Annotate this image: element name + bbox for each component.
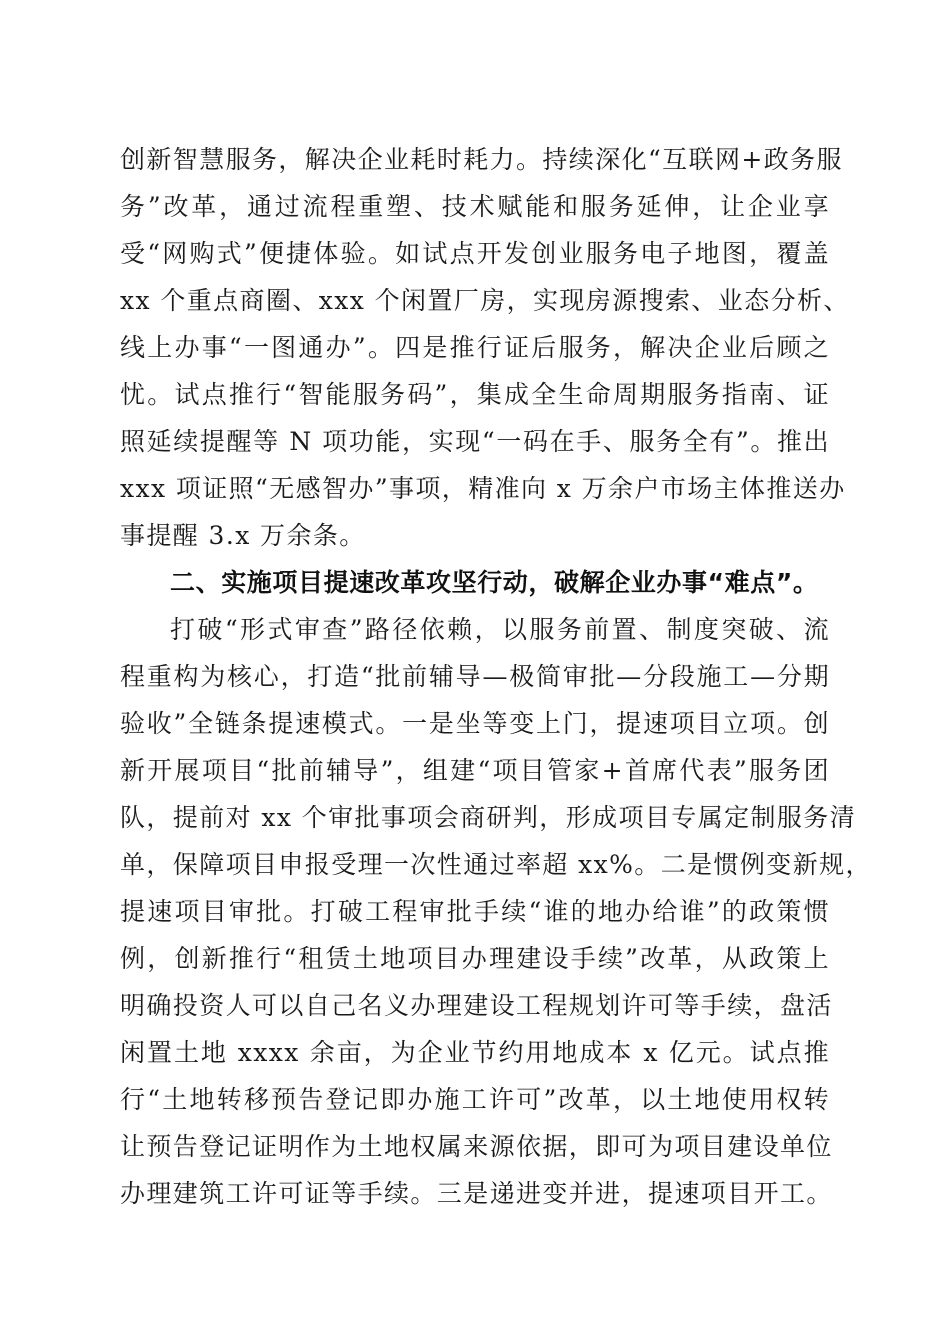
text-line: 让预告登记证明作为土地权属来源依据，即可为项目建设单位 [120,1132,833,1161]
text-line: 队，提前对 xx 个审批事项会商研判，形成项目专属定制服务清 [120,803,857,832]
text-line: 务”改革，通过流程重塑、技术赋能和服务延伸，让企业享 [120,192,830,221]
text-line: 忧。试点推行“智能服务码”，集成全生命周期服务指南、证 [120,380,830,409]
text-line: 明确投资人可以自己名义办理建设工程规划许可等手续，盘活 [120,991,833,1020]
text-line: 验收”全链条提速模式。一是坐等变上门，提速项目立项。创 [120,709,830,738]
text-line: 程重构为核心，打造“批前辅导—极简审批—分段施工—分期 [120,662,830,691]
text-line: 打破“形式审查”路径依赖，以服务前置、制度突破、流 [170,615,830,644]
text-line: 单，保障项目申报受理一次性通过率超 xx%。二是惯例变新规， [120,850,872,879]
text-line: xx 个重点商圈、xxx 个闲置厂房，实现房源搜索、业态分析、 [120,286,850,315]
text-line: 新开展项目“批前辅导”，组建“项目管家+首席代表”服务团 [120,756,830,785]
text-line: 行“土地转移预告登记即办施工许可”改革，以土地使用权转 [120,1085,830,1114]
section-heading: 二、实施项目提速改革攻坚行动，破解企业办事“难点”。 [170,568,819,597]
text-line: 事提醒 3.x 万余条。 [120,521,366,550]
text-line: 办理建筑工许可证等手续。三是递进变并进，提速项目开工。 [120,1179,833,1208]
text-line: 例，创新推行“租赁土地项目办理建设手续”改革，从政策上 [120,944,830,973]
text-line: 线上办事“一图通办”。四是推行证后服务，解决企业后顾之 [120,333,830,362]
text-line: 创新智慧服务，解决企业耗时耗力。持续深化“互联网+政务服 [120,145,843,174]
text-line: 提速项目审批。打破工程审批手续“谁的地办给谁”的政策惯 [120,897,830,926]
text-line: xxx 项证照“无感智办”事项，精准向 x 万余户市场主体推送办 [120,474,846,503]
text-line: 闲置土地 xxxx 余亩，为企业节约用地成本 x 亿元。试点推 [120,1038,830,1067]
text-line: 受“网购式”便捷体验。如试点开发创业服务电子地图，覆盖 [120,239,830,268]
text-line: 照延续提醒等 N 项功能，实现“一码在手、服务全有”。推出 [120,427,830,456]
